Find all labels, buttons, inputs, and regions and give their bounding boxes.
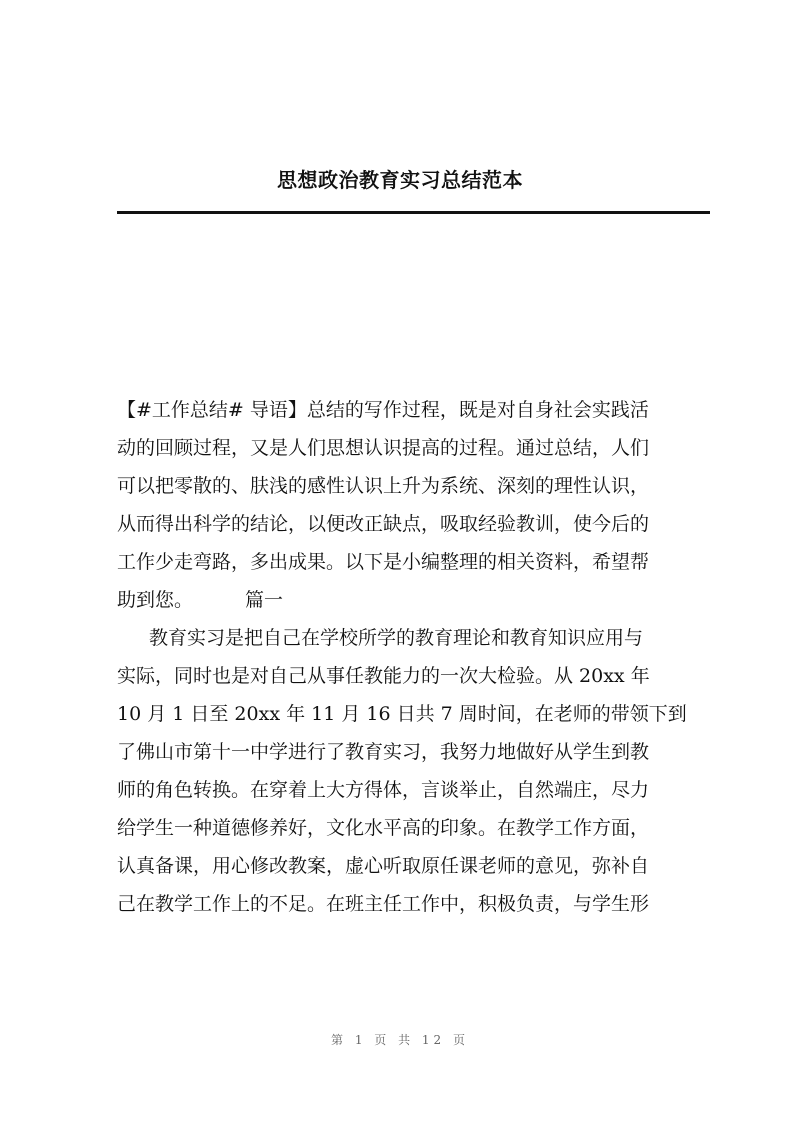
body-line: 认真备课，用心修改教案，虚心听取原任课老师的意见，弥补自	[117, 855, 650, 877]
body-line: 给学生一种道德修养好，文化水平高的印象。在教学工作方面，	[117, 817, 650, 839]
body-line: 了佛山市第十一中学进行了教育实习，我努力地做好从学生到教	[117, 741, 650, 763]
body-line: 10 月 1 日至 20xx 年 11 月 16 日共 7 周时间，在老师的带领下到	[117, 703, 687, 725]
body-line: 己在教学工作上的不足。在班主任工作中，积极负责，与学生形	[117, 893, 650, 915]
body-line: 教育实习是把自己在学校所学的教育理论和教育知识应用与	[149, 627, 644, 649]
document-title: 思想政治教育实习总结范本	[277, 168, 523, 192]
intro-line: 从而得出科学的结论，以便改正缺点，吸取经验教训，使今后的	[117, 513, 650, 535]
intro-closing-text: 助到您。	[117, 589, 194, 611]
page-footer: 第 1 页 共 12 页	[331, 1033, 469, 1047]
body-line: 师的角色转换。在穿着上大方得体，言谈举止，自然端庄，尽力	[117, 779, 650, 801]
title-divider	[117, 211, 710, 214]
intro-line: 可以把零散的、肤浅的感性认识上升为系统、深刻的理性认识，	[117, 475, 650, 497]
intro-line: 动的回顾过程，又是人们思想认识提高的过程。通过总结，人们	[117, 437, 650, 459]
body-paragraph	[117, 619, 717, 923]
intro-line: 工作少走弯路，多出成果。以下是小编整理的相关资料，希望帮	[117, 551, 650, 573]
body-line: 实际，同时也是对自己从事任教能力的一次大检验。从 20xx 年	[117, 665, 650, 687]
intro-line: 【#工作总结# 导语】总结的写作过程，既是对自身社会实践活	[117, 399, 649, 421]
section-label: 篇一	[245, 589, 284, 611]
intro-last-line	[117, 581, 717, 619]
intro-paragraph	[117, 391, 717, 619]
